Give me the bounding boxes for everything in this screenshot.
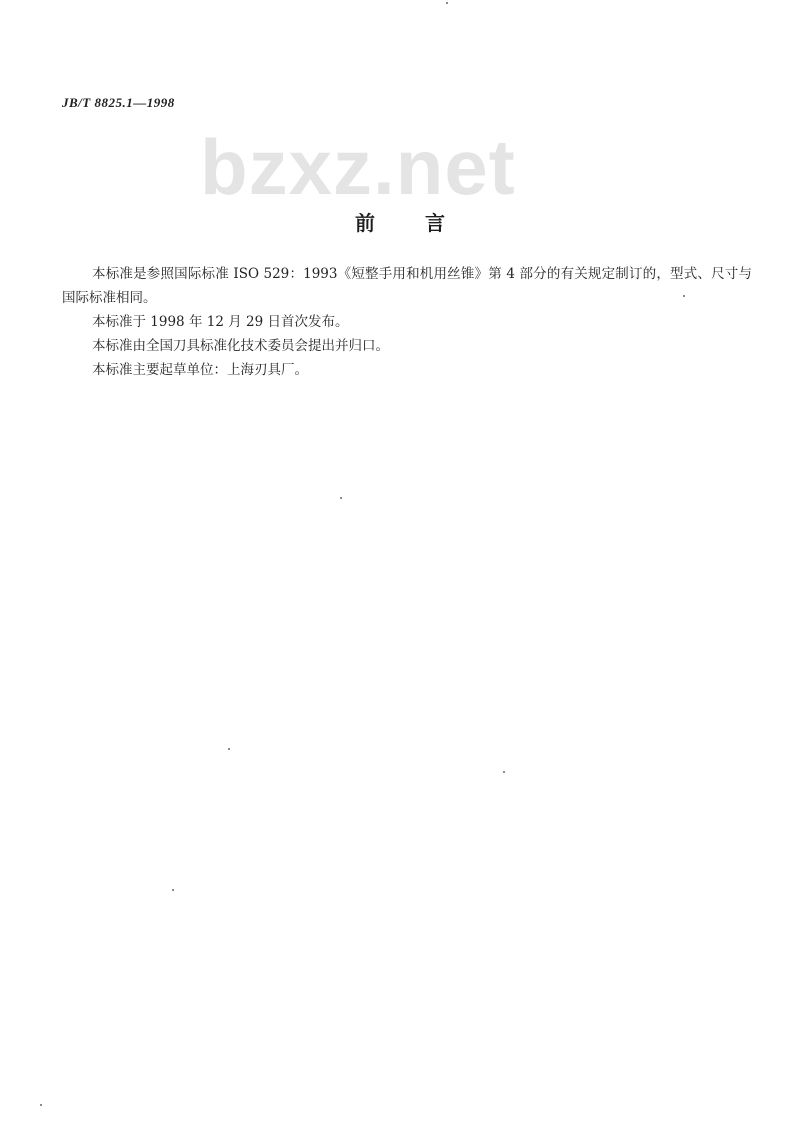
paragraph-reference: 本标准是参照国际标准 ISO 529：1993《短整手用和机用丝锥》第 4 部分的有关规定制订的，型式、尺寸与国际标准相同。	[62, 266, 752, 306]
scan-speck	[340, 497, 342, 499]
watermark: bzxz.net	[200, 123, 516, 211]
scan-speck	[172, 889, 174, 891]
standard-code: JB/T 8825.1—1998	[62, 95, 175, 110]
scan-speck	[503, 771, 505, 773]
scan-speck	[40, 1104, 42, 1106]
paragraph-release-date: 本标准于 1998 年 12 月 29 日首次发布。	[92, 314, 349, 330]
scan-speck	[683, 295, 685, 297]
paragraph-drafting-unit: 本标准主要起草单位：上海刃具厂。	[92, 362, 308, 378]
preface-body	[62, 262, 752, 382]
page-heading: 前言	[355, 211, 495, 235]
scan-speck	[446, 2, 448, 4]
scan-speck	[228, 748, 230, 750]
paragraph-committee: 本标准由全国刀具标准化技术委员会提出并归口。	[92, 338, 389, 354]
